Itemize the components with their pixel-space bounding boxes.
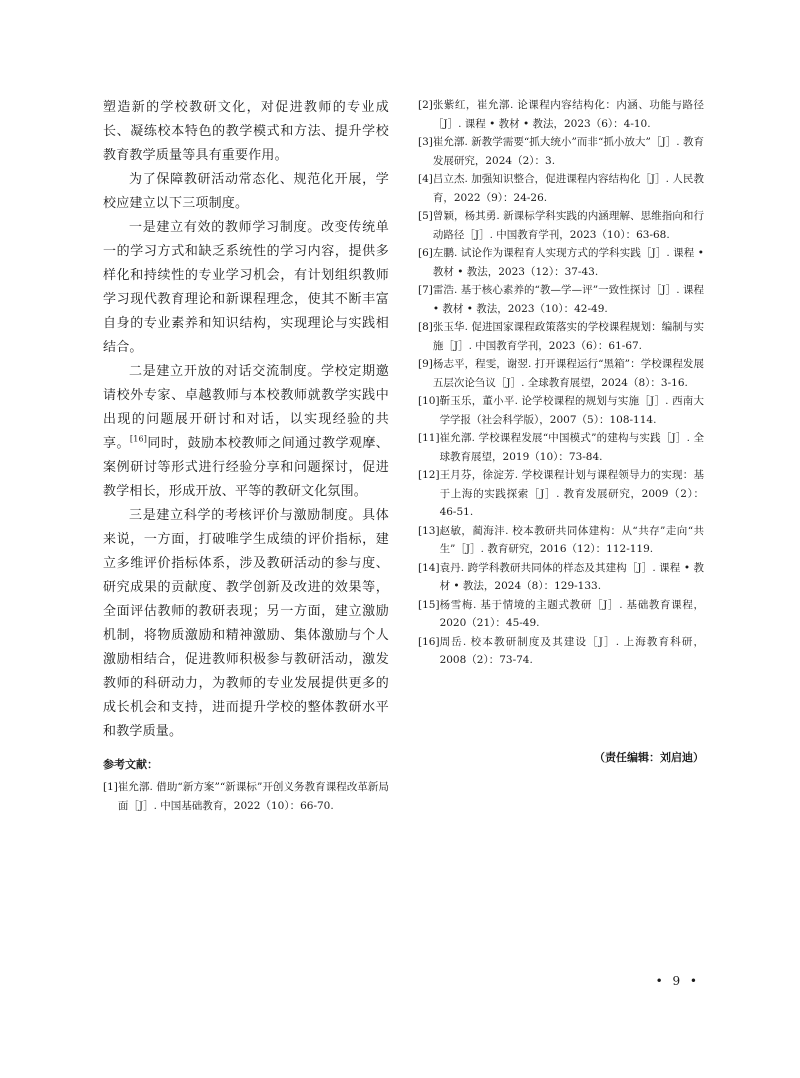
reference-number: [16]	[418, 635, 440, 648]
reference-item	[418, 281, 704, 318]
reference-number: [12]	[418, 469, 440, 481]
reference-number: [13]	[418, 524, 440, 537]
reference-number: [4]	[418, 173, 433, 185]
reference-item	[418, 596, 704, 633]
reference-number: [8]	[418, 321, 433, 333]
reference-number: [5]	[418, 210, 433, 222]
reference-text: 雷浩. 基于核心素养的“教—学—评”一致性探讨［J］. 课程 • 教材 • 教法，2023（10）：42-49.	[432, 284, 704, 315]
reference-item	[103, 778, 389, 815]
right-column	[418, 96, 704, 670]
reference-number: [15]	[418, 598, 440, 611]
reference-text: 袁丹. 跨学科教研共同体的样态及其建构［J］. 课程 • 教材 • 教法，2024（8）：129-133.	[439, 561, 704, 592]
reference-text: 张紫红，崔允漷. 论课程内容结构化：内涵、功能与路径［J］. 课程 • 教材 • 教法，2023（6）：4-10.	[432, 99, 704, 130]
references-title: 参考文献：	[103, 758, 158, 771]
reference-item	[418, 133, 704, 170]
reference-number: [6]	[418, 247, 433, 259]
left-column	[103, 96, 389, 815]
reference-text: 靳玉乐，董小平. 论学校课程的规划与实施［J］. 西南大学学报（社会科学版），2007（5）：108-114.	[439, 395, 704, 426]
editor-note: （责任编辑：刘启迪）	[594, 751, 704, 764]
reference-text: 崔允漷. 新教学需要“抓大统小”而非“抓小放大”［J］. 教育发展研究，2024（2）：3.	[432, 136, 704, 167]
reference-item	[418, 429, 704, 466]
reference-text: 张玉华. 促进国家课程政策落实的学校课程规划：编制与实施［J］. 中国教育学刊，2023（6）：61-67.	[432, 321, 704, 352]
reference-number: [10]	[418, 395, 440, 407]
body-paragraph-5: 三是建立科学的考核评价与激励制度。具体来说，一方面，打破唯学生成绩的评价指标，建立多维评价指标体系，涉及教研活动的参与度、研究成果的贡献度、教学创新及改进的效果等，全面评估教师的教研表现；另一方面，建立激励机制，将物质激励和精神激励、集体激励与个人激励相结合，促进教师积极参与教研活动，激发教师的科研动力，为教师的专业发展提供更多的成长机会和支持，进而提升学校的整体教研水平和教学质量。	[103, 508, 389, 739]
reference-text: 吕立杰. 加强知识整合，促进课程内容结构化［J］. 人民教育，2022（9）：24-26.	[432, 173, 704, 204]
reference-number: [7]	[418, 284, 433, 296]
reference-text: 崔允漷. 学校课程发展“中国模式”的建构与实践［J］. 全球教育展望，2019（10）：73-84.	[439, 432, 704, 463]
body-paragraph-4-part-2: 同时，鼓励本校教师之间通过教学观摩、案例研讨等形式进行经验分享和问题探讨，促进教学相长，形成开放、平等的教研文化氛围。	[103, 436, 389, 499]
reference-number: [1]	[103, 781, 118, 793]
reference-text: 周岳. 校本教研制度及其建设［J］. 上海教育科研，2008（2）：73-74.	[439, 635, 704, 666]
reference-item	[418, 355, 704, 392]
reference-number: [3]	[418, 136, 433, 148]
reference-number: [14]	[418, 561, 440, 574]
reference-item	[418, 466, 704, 522]
reference-item	[418, 318, 704, 355]
reference-item	[418, 392, 704, 429]
reference-text: 杨志平，程雯，谢翌. 打开课程运行“黑箱”：学校课程发展五层次论刍议［J］. 全球教育展望，2024（8）：3-16.	[432, 358, 704, 389]
body-paragraph-3: 一是建立有效的教师学习制度。改变传统单一的学习方式和缺乏系统性的学习内容，提供多样化和持续性的专业学习机会，有计划组织教师学习现代教育理论和新课程理念，使其不断丰富自身的专业素养和知识结构，实现理论与实践相结合。	[103, 220, 389, 355]
reference-text: 崔允漷. 借助“新方案”“新课标”开创义务教育课程改革新局面［J］. 中国基础教育，2022（10）：66-70.	[117, 781, 389, 812]
reference-item	[418, 522, 704, 559]
reference-text: 王月芬，徐淀芳. 学校课程计划与课程领导力的实现：基于上海的实践探索［J］. 教育发展研究，2009（2）：46-51.	[439, 469, 704, 518]
body-paragraph-4-part-1: 二是建立开放的对话交流制度。学校定期邀请校外专家、卓越教师与本校教师就教学实践中出现的问题展开研讨和对话，以实现经验的共享。	[103, 364, 389, 451]
body-paragraph-2: 为了保障教研活动常态化、规范化开展，学校应建立以下三项制度。	[103, 172, 389, 211]
reference-number: [2]	[418, 99, 433, 111]
reference-number: [9]	[418, 358, 433, 370]
page-number: • 9 •	[655, 974, 700, 988]
reference-text: 赵敏，蔺海沣. 校本教研共同体建构：从“共存”走向“共生”［J］. 教育研究，2016（12）：112-119.	[439, 524, 704, 555]
reference-item	[418, 170, 704, 207]
reference-item	[418, 96, 704, 133]
reference-item	[418, 633, 704, 670]
body-paragraph-1: 塑造新的学校教研文化，对促进教师的专业成长、凝练校本特色的教学模式和方法、提升学校教育教学质量等具有重要作用。	[103, 100, 389, 163]
reference-item	[418, 244, 704, 281]
citation-marker[interactable]: [16]	[129, 434, 148, 444]
reference-item	[418, 207, 704, 244]
reference-text: 曾颖，杨其勇. 新课标学科实践的内涵理解、思维指向和行动路径［J］. 中国教育学刊，2023（10）：63-68.	[432, 210, 704, 241]
body-paragraph-4	[103, 360, 389, 504]
reference-text: 杨雪梅. 基于情境的主题式教研［J］. 基础教育课程，2020（21）：45-49.	[439, 598, 704, 629]
reference-item	[418, 559, 704, 596]
reference-number: [11]	[418, 432, 440, 444]
reference-text: 左鹏. 试论作为课程育人实现方式的学科实践［J］. 课程 • 教材 • 教法，2023（12）：37-43.	[432, 247, 704, 278]
